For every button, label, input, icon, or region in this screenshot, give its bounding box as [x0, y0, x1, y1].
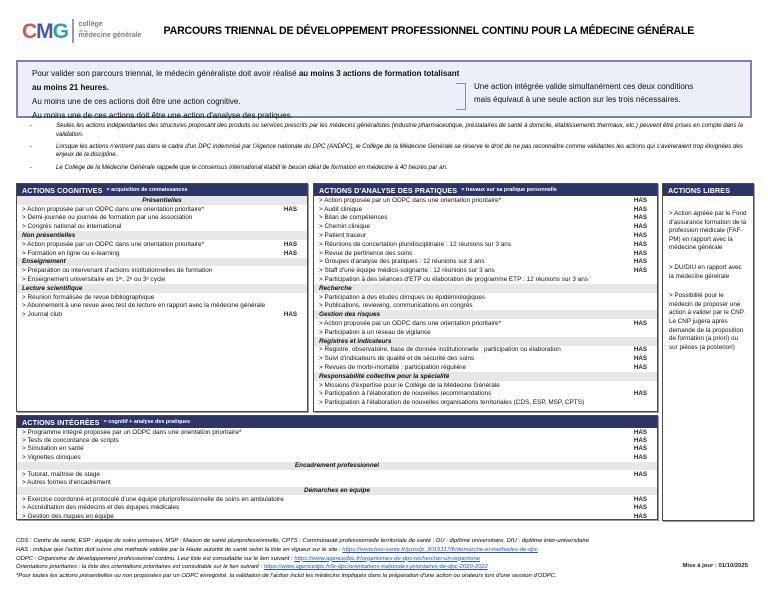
footer-link[interactable]: https://www.agencedpc.fr/le-dpc/orientations-nationales-prioritaires-de-dpc-2020-2022 — [263, 564, 488, 571]
has-badge: HAS — [633, 196, 647, 204]
dash-bullet: - — [30, 122, 33, 129]
action-label: > Publications, reviewing, communications en congrès — [319, 302, 473, 310]
note-item: - Le Collège de la Médecine Générale rappelle que le consensus international établit le besoin idéal de formation en médecine à 40 heures par an. — [30, 163, 448, 171]
table-row — [17, 436, 657, 444]
table-row — [17, 478, 657, 486]
has-badge: HAS — [633, 355, 647, 363]
has-badge: HAS — [633, 205, 647, 213]
free-action-paragraph: > Possibilité pour le médecin de proposer une action à valider par le CNP. Le CNP jugera après demande de la proposition de formation (a priori) ou sur pièces (a posteriori) — [669, 292, 745, 351]
action-label: > Groupes d'analyse des pratiques : 12 réunions sur 3 ans — [319, 258, 485, 266]
bracket-shape — [456, 83, 466, 110]
panel-title: ACTIONS INTÉGRÉES — [22, 417, 100, 427]
panel-subtitle: = acquisition de connaissances — [106, 187, 188, 193]
has-badge: HAS — [633, 504, 647, 512]
table-row — [17, 222, 307, 231]
actions-libres-panel — [662, 183, 754, 521]
table-row — [17, 302, 307, 311]
has-badge: HAS — [633, 390, 647, 398]
action-label: > Enseignement universitaire en 1ᵉʳ, 2ᵉ ou 3ᵉ cycle — [22, 276, 166, 284]
logo-divider — [72, 19, 74, 43]
section-subheader: Présentielles — [17, 196, 307, 205]
has-badge: HAS — [633, 346, 647, 354]
has-badge: HAS — [633, 495, 647, 503]
section-subheader: Non présentielles — [17, 231, 307, 240]
has-badge: HAS — [283, 205, 297, 213]
has-badge: HAS — [283, 240, 297, 248]
action-label: > Accréditation des médecins et des équipes médicales — [22, 504, 180, 512]
panel-header — [17, 416, 657, 428]
actions-integrees-panel — [16, 415, 658, 520]
footer-link[interactable]: https://www.agencedpc.fr/organismes-de-dpc-rechercher-un-organisme — [294, 555, 481, 562]
has-badge: HAS — [633, 364, 647, 372]
table-row — [17, 495, 657, 503]
has-badge: HAS — [283, 249, 297, 257]
table-row — [17, 512, 657, 520]
logo-org-line1: collège — [78, 21, 103, 29]
table-row — [314, 328, 657, 337]
table-row — [17, 504, 657, 512]
panel-title: ACTIONS COGNITIVES — [22, 185, 103, 195]
action-label: > Réunion formalisée de revue bibliographique — [22, 293, 155, 301]
table-row — [17, 310, 307, 319]
validation-rules-main — [32, 67, 462, 123]
section-subheader: Démarches en équipe — [17, 487, 657, 495]
has-badge: HAS — [633, 249, 647, 257]
table-row — [17, 205, 307, 214]
note-line-1: Une action intégrée valide simultanément ces deux conditions — [474, 82, 694, 91]
logo-org-line2: de la — [78, 28, 87, 33]
logo-letter-2: G — [52, 19, 69, 43]
cmg-logo — [22, 19, 142, 43]
panel-title: ACTIONS D'ANALYSE DES PRATIQUES — [319, 185, 458, 195]
table-row — [17, 293, 307, 302]
rule-total-actions: Pour valider son parcours triennal, le médecin généraliste doit avoir réalisé au moins 3 actions de formation totalisant au moins 21 heures. — [32, 69, 460, 92]
has-badge: HAS — [633, 437, 647, 445]
note-line-2: mais équivaut à une seule action sur les trois nécessaires. — [474, 94, 681, 104]
table-row — [314, 381, 657, 390]
note-item: - Seules les actions indépendantes des structures proposant des produits ou services prescrits par les médecins généralistes (industrie pharmaceutique, prestataires de santé à domicile, établissements thermaux, etc.) peuvent être prises en compte dans la validation. — [30, 122, 743, 138]
table-row — [314, 390, 657, 399]
logo-org-line3: médecine générale — [78, 32, 142, 40]
action-label: > Action proposée par un ODPC dans une orientation prioritaire* — [319, 320, 502, 328]
validation-rules-box — [16, 60, 752, 118]
table-row — [314, 275, 657, 284]
logo-letter-0: C — [22, 19, 37, 43]
panel-header — [17, 184, 307, 196]
table-row — [314, 266, 657, 275]
action-label: > Revue de pertinence des soins — [319, 249, 413, 257]
table-row — [314, 398, 657, 407]
rule-cognitive-action: Au moins une de ces actions doit être une action cognitive. — [32, 97, 241, 106]
has-badge: HAS — [633, 267, 647, 275]
has-badge: HAS — [633, 214, 647, 222]
rule-practice-action: Au moins une de ces actions doit être une action d'analyse des pratiques. — [32, 111, 293, 120]
footer-line — [16, 563, 752, 572]
action-label: > Action proposée par un ODPC dans une orientation prioritaire* — [319, 196, 502, 204]
section-subheader: Gestion des risques — [314, 310, 657, 319]
has-badge: HAS — [633, 223, 647, 231]
footer-text: HAS : indique que l'action doit suivre une méthode validée par la Haute autorité de santé selon la liste en vigueur sur le site : — [16, 546, 343, 553]
table-row — [17, 453, 657, 461]
action-label: > Exercice coordonné et protocolé d'une équipe pluriprofessionnelle de soins en ambulatoire — [22, 495, 284, 503]
table-row — [314, 205, 657, 214]
section-subheader: Encadrement professionnel — [17, 462, 657, 470]
action-label: > Missions d'expertise pour le Collège de la Médecine Générale — [319, 381, 500, 389]
has-badge: HAS — [633, 232, 647, 240]
action-label: > Journal club — [22, 311, 62, 319]
action-label: > Réunions de concertation pluridisciplinaire : 12 réunions sur 3 ans — [319, 240, 512, 248]
action-label: > Patient traceur — [319, 232, 367, 240]
has-badge: HAS — [633, 512, 647, 520]
dash-bullet: - — [30, 142, 33, 150]
action-label: > Vignettes cliniques — [22, 453, 81, 461]
table-row — [314, 240, 657, 249]
free-action-paragraph: > DU/DIU en rapport avec la médecine générale — [669, 263, 742, 280]
has-badge: HAS — [633, 320, 647, 328]
section-subheader: Enseignement — [17, 258, 307, 267]
action-label: > Staff d'une équipe médico-soignante : 12 réunions sur 3 ans — [319, 267, 495, 275]
actions-cognitives-panel — [16, 183, 308, 412]
action-label: > Participation à l'élaboration de nouvelles recommandations — [319, 390, 492, 398]
action-label: > Registre, observatoire, base de donnée institutionnelle : participation ou élaboration — [319, 346, 561, 354]
actions-analyse-panel — [313, 183, 658, 412]
action-label: > Demi-journée ou journée de formation par une association — [22, 214, 193, 222]
free-action-paragraph: > Action agréée par le Fond d'assurance formation de la profession médicale (FAF-PM) en rapport avec la médecine générale — [669, 210, 747, 252]
table-row — [314, 214, 657, 223]
action-label: > Participation à l'élaboration de nouvelles organisations territoriales (CDS, ESP, MSP, CPTS) — [319, 399, 585, 407]
action-label: > Revues de morbi-mortalité : participation régulière — [319, 364, 466, 372]
logo-org-name — [79, 22, 142, 40]
footer-line — [16, 546, 752, 555]
table-row — [17, 275, 307, 284]
footer-line — [16, 555, 752, 564]
panel-title: ACTIONS LIBRES — [668, 185, 731, 195]
logo-letters — [22, 21, 68, 42]
footer-link[interactable]: https://www.has-sante.fr/jcms/p_3019317/fr/demarche-et-methodes-de-dpc — [342, 546, 538, 553]
integrated-action-note — [474, 81, 744, 106]
table-row — [314, 346, 657, 355]
rows-container — [17, 196, 307, 319]
has-badge: HAS — [633, 453, 647, 461]
action-label: > Tests de concordance de scripts — [22, 437, 119, 445]
action-label: > Congrès national ou international — [22, 223, 122, 231]
has-badge: HAS — [633, 428, 647, 436]
footer-text: Orientations prioritaires : la liste des orientations prioritaires est consultable sur le lien suivant : — [16, 564, 264, 571]
table-row — [314, 293, 657, 302]
table-row — [314, 363, 657, 372]
footer-line — [16, 537, 752, 546]
panel-header — [663, 184, 753, 196]
action-label: > Chemin clinique — [319, 223, 370, 231]
section-subheader: Registres et indicateurs — [314, 337, 657, 346]
action-label: > Formation en ligne ou e-learning — [22, 249, 120, 257]
action-label: > Participation à des séances d'ETP ou élaboration de programme ETP : 12 réunions sur 3 ans — [319, 276, 589, 284]
action-label: > Audit clinique — [319, 205, 363, 213]
action-label: > Gestion des risques en équipe — [22, 512, 114, 520]
action-label: > Action proposée par un ODPC dans une orientation prioritaire* — [22, 240, 205, 248]
table-row — [314, 222, 657, 231]
action-label: > Bilan de compétences — [319, 214, 388, 222]
footer-lines — [16, 537, 752, 581]
action-label: > Simulation en santé — [22, 445, 84, 453]
page-title: PARCOURS TRIENNAL DE DÉVELOPPEMENT PROFESSIONNEL CONTINU POUR LA MÉDECINE GÉNÉRALE — [163, 25, 695, 37]
notes-list — [16, 122, 752, 176]
footer-text: *Pour toutes les actions présentielles ou non proposées par un ODPC enregistré, la validation de l'action inclut les médecins impliqués dans la préparation d'une action ou orateurs lors d'une session d'ODPC. — [16, 573, 557, 580]
dash-bullet: - — [30, 163, 33, 171]
has-badge: HAS — [633, 240, 647, 248]
footer-text: ODPC : Organisme de développement professionnel continu. Leur liste est consultable sur le lien suivant : — [16, 555, 295, 562]
panel-subtitle: = travaux sur sa pratique personnelle — [461, 187, 557, 193]
action-label: > Préparation ou intervenant d'actions institutionnelles de formation — [22, 267, 213, 275]
table-row — [17, 428, 657, 436]
action-label: > Participation à des études cliniques ou épidémiologiques — [319, 293, 486, 301]
table-row — [17, 214, 307, 223]
table-row — [17, 470, 657, 478]
footer-notes — [16, 537, 752, 581]
footer-text: CDS : Centre de santé, ESP : équipe de soins primaires, MSP : Maison de santé pluriprofessionnelle, CPTS : Communauté professionnelle territoriale de santé ; DU : diplôme universitaire, DIU : diplôme inter-universitaire — [16, 538, 590, 544]
action-label: > Suivi d'indicateurs de qualité et de sécurité des soins — [319, 355, 475, 363]
table-row — [17, 445, 657, 453]
rows-container — [17, 428, 657, 520]
action-label: > Tutorat, maîtrise de stage — [22, 470, 100, 478]
logo-letter-1: M — [36, 19, 53, 43]
table-row — [17, 266, 307, 275]
table-row — [314, 319, 657, 328]
update-date: Mise à jour : 01/10/2025 — [682, 563, 748, 569]
table-row — [17, 240, 307, 249]
has-badge: HAS — [633, 445, 647, 453]
table-row — [314, 258, 657, 267]
action-label: > Action proposée par un ODPC dans une orientation prioritaire* — [22, 205, 205, 213]
section-subheader: Recherche — [314, 284, 657, 293]
rows-container — [314, 196, 657, 407]
action-label: > Autres formes d'encadrement — [22, 479, 111, 487]
table-row — [314, 196, 657, 205]
has-badge: HAS — [633, 258, 647, 266]
has-badge: HAS — [633, 470, 647, 478]
section-subheader: Responsabilité collective pour la spécialité — [314, 372, 657, 381]
note-item: - Lorsque les actions n'entrent pas dans le cadre d'un DPC indemnisé par l'Agence nationale du DPC (ANDPC), le Collège de la Médecine Générale se réserve le droit de ne pas reconnaître comme validantes les actions qui s'avéreraient trop éloignées des enjeux de la discipline. — [30, 142, 743, 159]
panel-header — [314, 184, 657, 196]
table-row — [314, 354, 657, 363]
action-label: > Programme intégré proposée par un ODPC dans une orientation prioritaire* — [22, 428, 242, 436]
table-row — [314, 302, 657, 311]
panel-subtitle: = cognitif + analyse des pratiques — [103, 419, 191, 425]
table-row — [314, 231, 657, 240]
section-subheader: Lecture scientifique — [17, 284, 307, 293]
table-row — [17, 249, 307, 258]
action-label: > Participation à un réseau de vigilance — [319, 328, 431, 336]
table-row — [314, 249, 657, 258]
paragraphs-container — [663, 196, 753, 352]
action-label: > Abonnement à une revue avec test de lecture en rapport avec la médecine générale — [22, 302, 266, 310]
footer-line — [16, 572, 752, 581]
has-badge: HAS — [283, 311, 297, 319]
document-header — [22, 14, 752, 48]
